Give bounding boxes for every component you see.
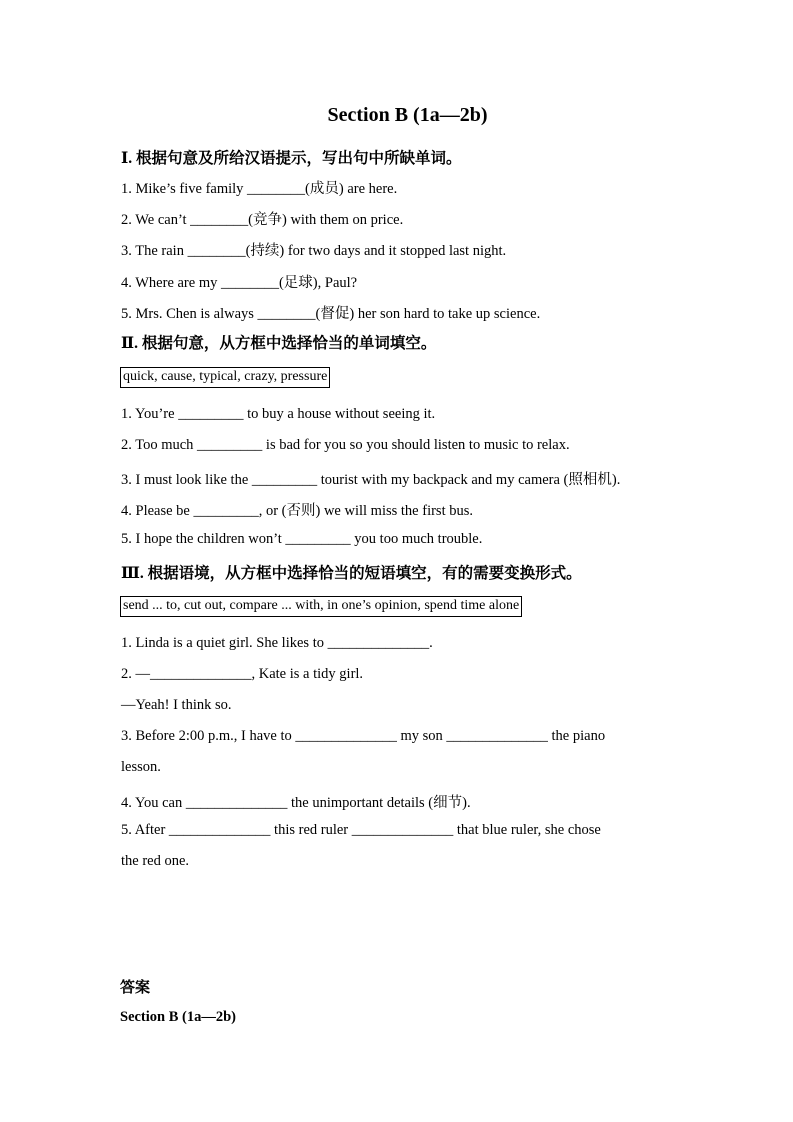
part3-item-3-cont: lesson. xyxy=(121,759,161,775)
part3-item-5: 5. After ______________ this red ruler ______________ that blue ruler, she chose xyxy=(121,822,601,838)
part1-heading: Ⅰ. 根据句意及所给汉语提示，写出句中所缺单词。 xyxy=(121,150,462,167)
part1-item-3: 3. The rain ________(持续) for two days and it stopped last night. xyxy=(121,243,507,259)
part2-item-1: 1. You’re _________ to buy a house without seeing it. xyxy=(121,406,436,422)
answer-section-title: Section B (1a—2b) xyxy=(120,1009,236,1025)
answer-heading: 答案 xyxy=(120,980,151,996)
part3-item-2-reply: —Yeah! I think so. xyxy=(121,697,232,713)
part3-heading: Ⅲ. 根据语境，从方框中选择恰当的短语填空，有的需要变换形式。 xyxy=(121,565,582,582)
part3-phrase-box: send ... to, cut out, compare ... with, in one’s opinion, spend time alone xyxy=(120,596,522,617)
part2-item-5: 5. I hope the children won’t _________ you too much trouble. xyxy=(121,531,483,547)
part3-item-4: 4. You can ______________ the unimportant details (细节). xyxy=(121,795,471,811)
part1-item-5: 5. Mrs. Chen is always ________(督促) her son hard to take up science. xyxy=(121,306,541,322)
page-title: Section B (1a—2b) xyxy=(327,104,488,126)
part3-item-1: 1. Linda is a quiet girl. She likes to ______________. xyxy=(121,635,433,651)
part1-item-2: 2. We can’t ________(竞争) with them on price. xyxy=(121,212,404,228)
part3-item-3: 3. Before 2:00 p.m., I have to ______________ my son ______________ the piano xyxy=(121,728,606,744)
part3-item-5-cont: the red one. xyxy=(121,853,190,869)
part2-item-4: 4. Please be _________, or (否则) we will miss the first bus. xyxy=(121,503,473,519)
part2-item-3: 3. I must look like the _________ tourist with my backpack and my camera (照相机). xyxy=(121,472,621,488)
part2-word-box: quick, cause, typical, crazy, pressure xyxy=(120,367,330,388)
part2-heading: Ⅱ. 根据句意，从方框中选择恰当的单词填空。 xyxy=(121,335,437,352)
part3-item-2: 2. —______________, Kate is a tidy girl. xyxy=(121,666,364,682)
part2-item-2: 2. Too much _________ is bad for you so you should listen to music to relax. xyxy=(121,437,570,453)
part1-item-4: 4. Where are my ________(足球), Paul? xyxy=(121,275,358,291)
part1-item-1: 1. Mike’s five family ________(成员) are here. xyxy=(121,181,398,197)
